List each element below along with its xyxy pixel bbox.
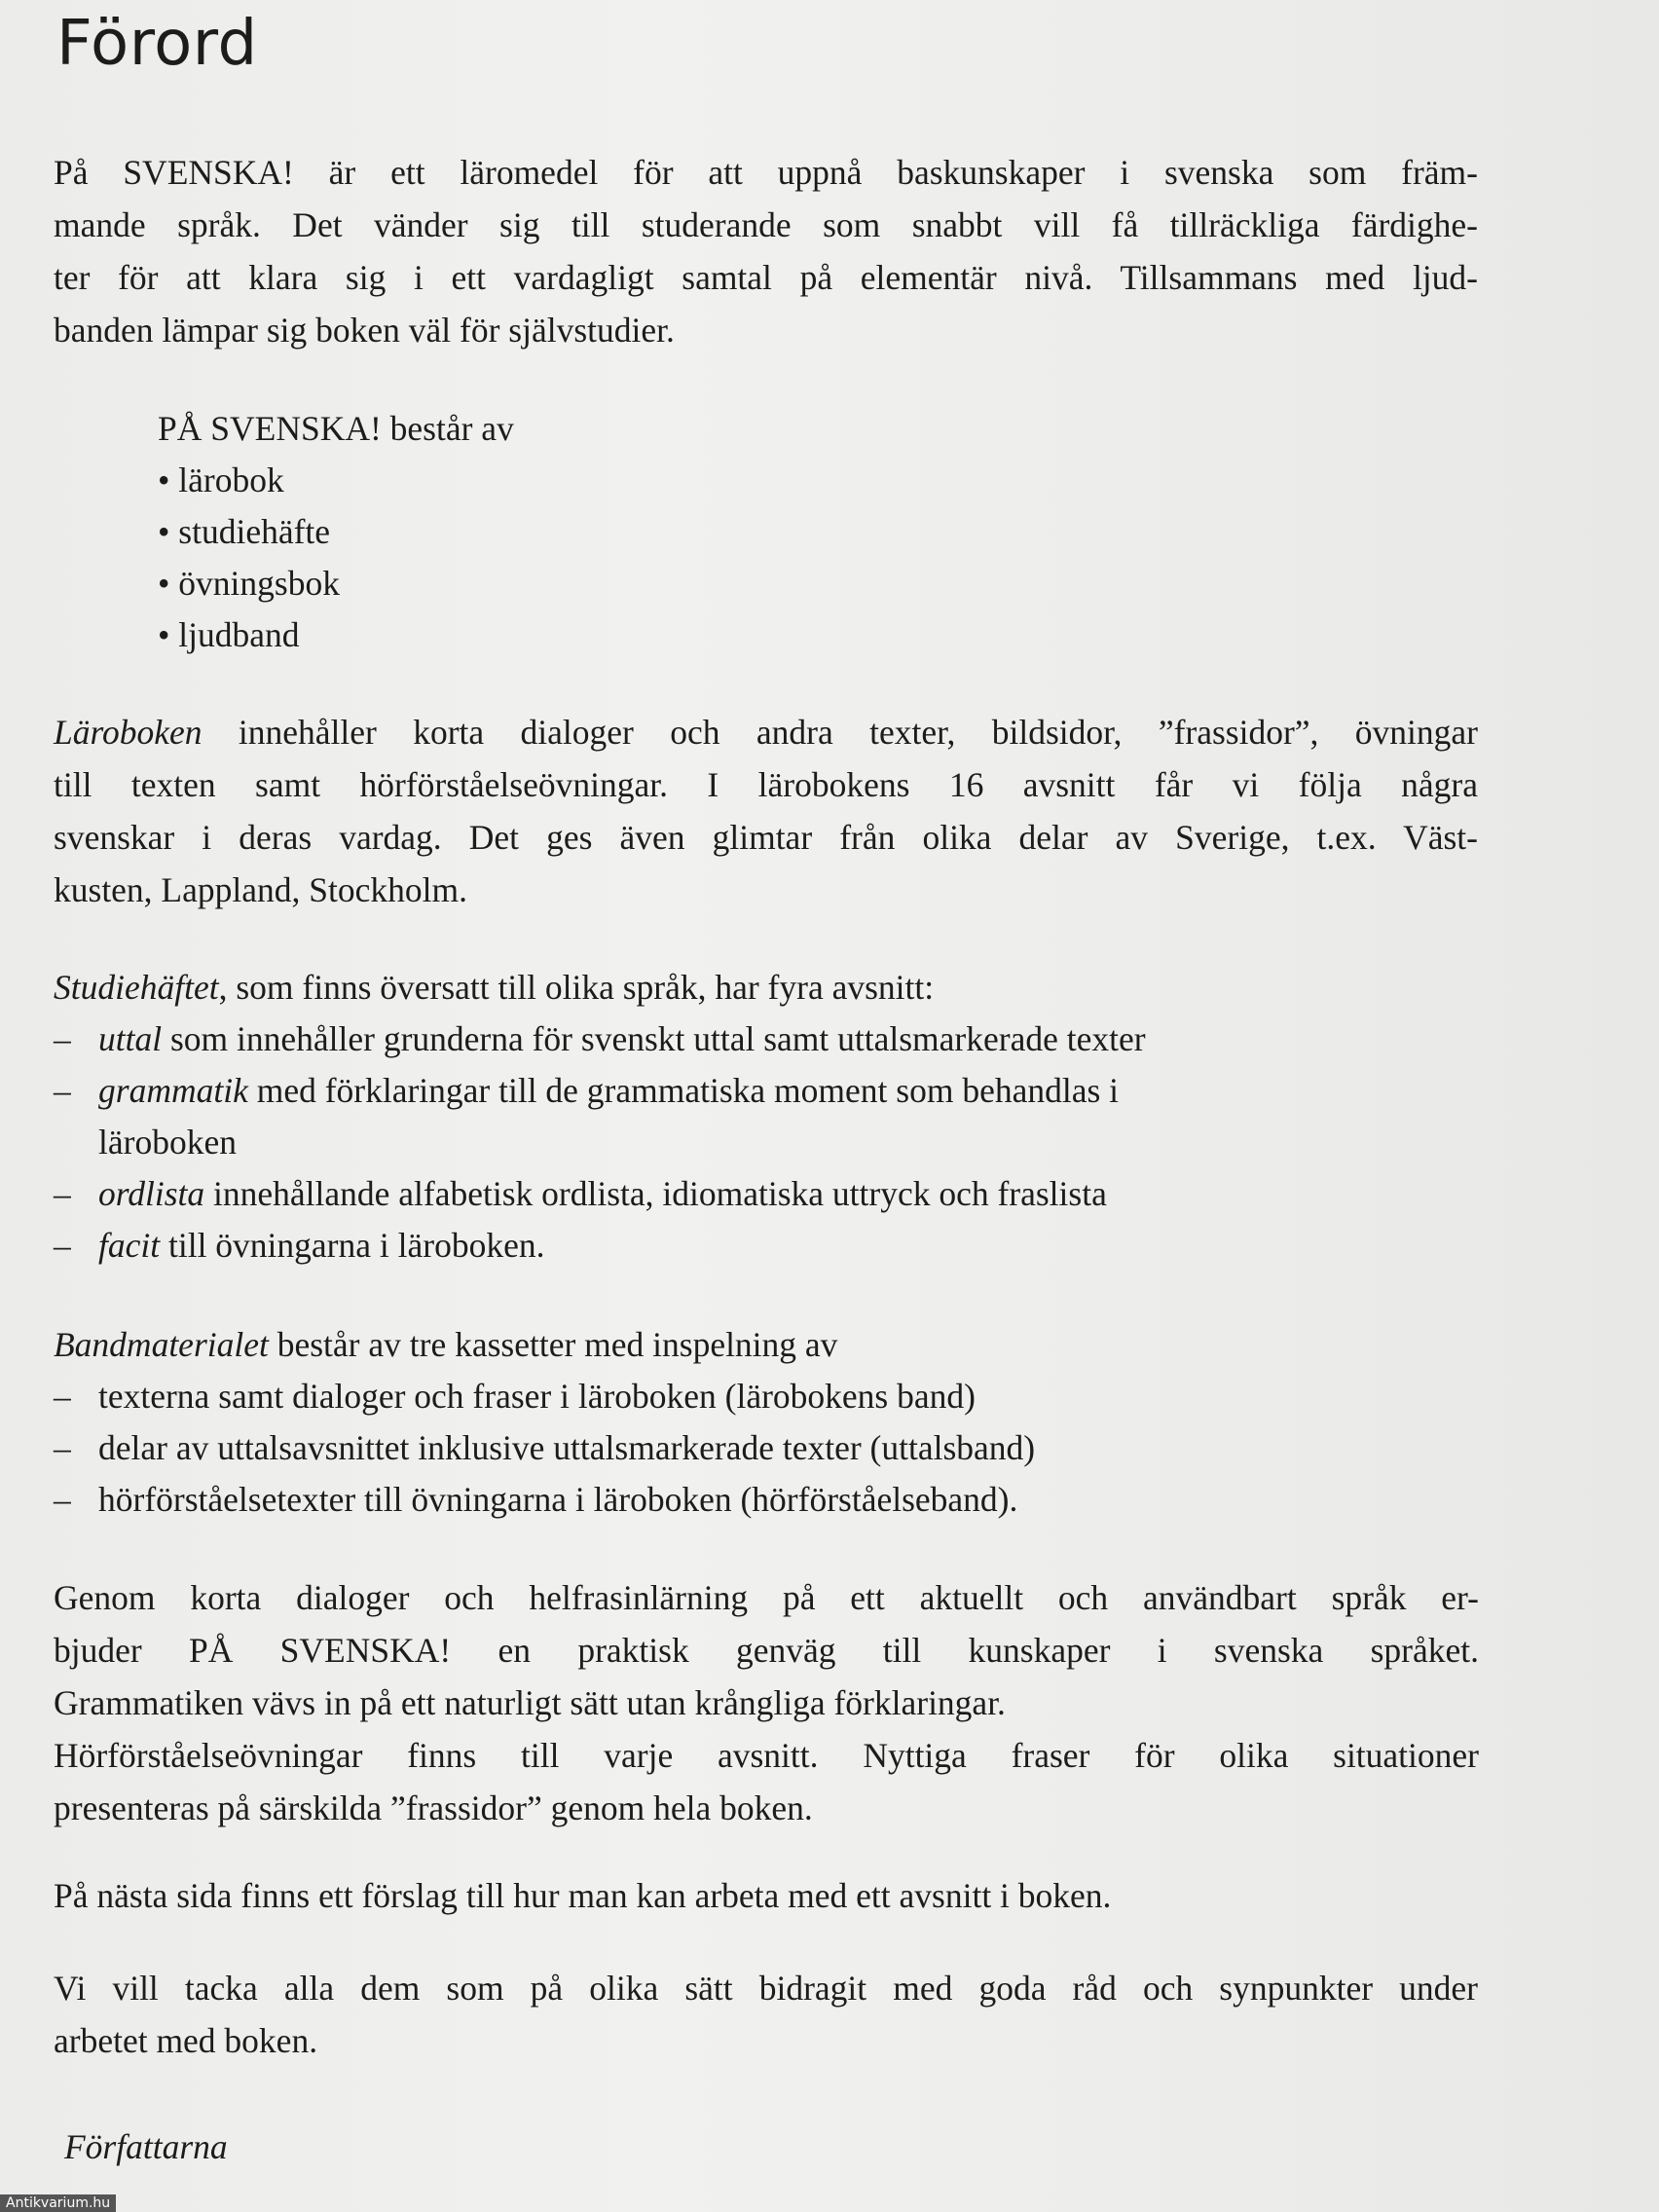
laroboken-paragraph bbox=[54, 706, 1478, 916]
list-item: • studiehäfte bbox=[158, 512, 331, 551]
dash: – bbox=[54, 1480, 71, 1519]
item-text: delar av uttalsavsnittet inklusive uttalsmarkerade texter (uttalsband) bbox=[98, 1428, 1036, 1467]
text-line: bjuder PÅ SVENSKA! en praktisk genväg till kunskaper i svenska språket. bbox=[54, 1631, 1479, 1670]
term-laroboken: Läroboken bbox=[54, 713, 203, 752]
bandmaterialet-heading bbox=[54, 1319, 1035, 1371]
term-bandmaterialet: Bandmaterialet bbox=[54, 1325, 269, 1364]
list-item bbox=[54, 1168, 1146, 1220]
studiehaftet-heading bbox=[54, 962, 1146, 1014]
list-item bbox=[54, 1474, 1035, 1526]
list-item bbox=[54, 1117, 1146, 1168]
text-line: Grammatiken vävs in på ett naturligt sätt utan krångliga förklaringar. bbox=[54, 1683, 1006, 1722]
components-list bbox=[158, 403, 514, 661]
list-item bbox=[54, 1422, 1035, 1474]
item-text: innehållande alfabetisk ordlista, idiomatiska uttryck och fraslista bbox=[204, 1174, 1107, 1213]
bandmaterialet-list bbox=[54, 1319, 1035, 1526]
text-line: arbetet med boken. bbox=[54, 2021, 318, 2060]
list-item bbox=[54, 1371, 1035, 1422]
text-line bbox=[54, 706, 1478, 758]
text-line: Hörförståelseövningar finns till varje avsnitt. Nyttiga fraser för olika situationer bbox=[54, 1736, 1479, 1775]
tack-paragraph bbox=[54, 1962, 1478, 2067]
list-item bbox=[54, 1014, 1146, 1065]
item-text: läroboken bbox=[98, 1123, 237, 1161]
text-line: svenskar i deras vardag. Det ges även glimtar från olika delar av Sverige, t.ex. Väst- bbox=[54, 818, 1478, 857]
text-line: till texten samt hörförståelseövningar. I lärobokens 16 avsnitt får vi följa några bbox=[54, 765, 1478, 804]
page-title: Förord bbox=[56, 8, 258, 80]
text-line: Vi vill tacka alla dem som på olika sätt bidragit med goda råd och synpunkter under bbox=[54, 1969, 1478, 2008]
term-studiehaftet: Studiehäftet bbox=[54, 968, 219, 1007]
signature: Författarna bbox=[64, 2127, 228, 2166]
genom-paragraph bbox=[54, 1571, 1479, 1834]
text-span: innehåller korta dialoger och andra texter, bildsidor, ”frassidor”, övningar bbox=[202, 713, 1478, 752]
nasta-sida-paragraph bbox=[54, 1869, 1478, 1922]
list-item: • övningsbok bbox=[158, 564, 340, 603]
item-text: som innehåller grunderna för svenskt uttal samt uttalsmarkerade texter bbox=[162, 1019, 1146, 1058]
dash: – bbox=[54, 1071, 71, 1110]
item-text: till övningarna i läroboken. bbox=[160, 1226, 545, 1265]
watermark: Antikvarium.hu bbox=[0, 2194, 116, 2212]
text-span: , som finns översatt till olika språk, har fyra avsnitt: bbox=[218, 968, 935, 1007]
item-text: hörförståelsetexter till övningarna i läroboken (hörförståelseband). bbox=[98, 1480, 1018, 1519]
text-span: består av tre kassetter med inspelning av bbox=[268, 1325, 838, 1364]
text-line: Genom korta dialoger och helfrasinlärning på ett aktuellt och användbart språk er- bbox=[54, 1578, 1479, 1617]
intro-paragraph bbox=[54, 146, 1478, 356]
list-item bbox=[54, 1220, 1146, 1272]
text-line: mande språk. Det vänder sig till studerande som snabbt vill få tillräckliga färdighe- bbox=[54, 205, 1478, 244]
components-heading: PÅ SVENSKA! består av bbox=[158, 409, 514, 448]
text-line: banden lämpar sig boken väl för självstudier. bbox=[54, 311, 675, 350]
dash: – bbox=[54, 1428, 71, 1467]
text-line: På SVENSKA! är ett läromedel för att uppnå baskunskaper i svenska som främ- bbox=[54, 153, 1478, 192]
text-line: presenteras på särskilda ”frassidor” genom hela boken. bbox=[54, 1788, 813, 1827]
dash: – bbox=[54, 1174, 71, 1213]
item-term: ordlista bbox=[98, 1174, 205, 1213]
dash: – bbox=[54, 1226, 71, 1265]
item-text: med förklaringar till de grammatiska moment som behandlas i bbox=[247, 1071, 1120, 1110]
item-term: uttal bbox=[98, 1019, 163, 1058]
list-item bbox=[54, 1065, 1146, 1117]
studiehaftet-list bbox=[54, 962, 1146, 1272]
dash: – bbox=[54, 1377, 71, 1416]
list-item: • ljudband bbox=[158, 615, 300, 654]
text-line: ter för att klara sig i ett vardagligt samtal på elementär nivå. Tillsammans med ljud- bbox=[54, 258, 1478, 297]
item-term: facit bbox=[98, 1226, 161, 1265]
list-item: • lärobok bbox=[158, 461, 284, 499]
dash: – bbox=[54, 1019, 71, 1058]
item-term: grammatik bbox=[98, 1071, 248, 1110]
text-line: På nästa sida finns ett förslag till hur man kan arbeta med ett avsnitt i boken. bbox=[54, 1876, 1112, 1915]
item-text: texterna samt dialoger och fraser i läroboken (lärobokens band) bbox=[98, 1377, 976, 1416]
text-line: kusten, Lappland, Stockholm. bbox=[54, 870, 467, 909]
